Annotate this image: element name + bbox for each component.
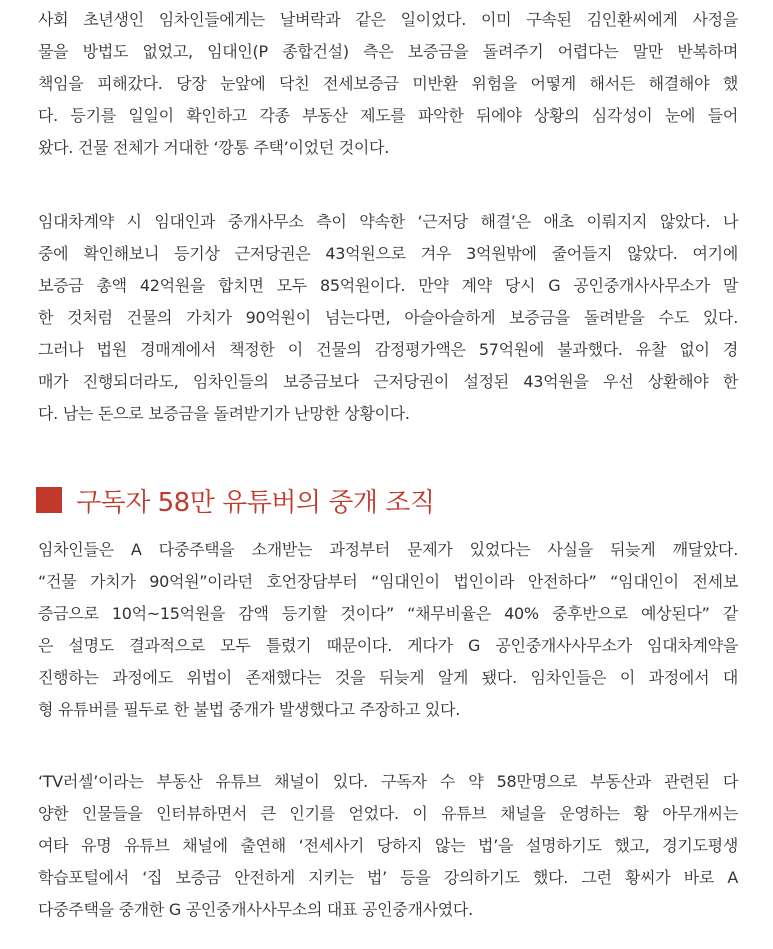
paragraph-line: 양한 인물들을 인터뷰하면서 큰 인기를 얻었다. 이 유튜브 채널을 운영하는 황 아무개씨는	[38, 804, 738, 823]
paragraph-line: 은 설명도 결과적으로 모두 틀렸기 때문이다. 게다가 G 공인중개사사무소가 임대차계약을	[38, 636, 738, 655]
paragraph-4	[38, 766, 738, 926]
paragraph-line: 형 유튜버를 필두로 한 불법 중개가 발생했다고 주장하고 있다.	[38, 700, 460, 719]
paragraph-2	[38, 206, 738, 430]
paragraph-line: 여타 유명 유튜브 채널에 출연해 ‘전세사기 당하지 않는 법’을 설명하기도 했고, 경기도평생	[38, 836, 738, 855]
paragraph-3	[38, 534, 738, 726]
paragraph-1	[38, 4, 738, 164]
paragraph-line: 한 것처럼 건물의 가치가 90억원이 넘는다면, 아슬아슬하게 보증금을 돌려받을 수도 있다.	[38, 308, 738, 327]
paragraph-line: 다. 남는 돈으로 보증금을 돌려받기가 난망한 상황이다.	[38, 404, 410, 423]
paragraph-line: 책임을 피해갔다. 당장 눈앞에 닥친 전세보증금 미반환 위험을 어떻게 해서든 해결해야 했	[38, 74, 738, 93]
paragraph-line: 그러나 법원 경매계에서 책정한 이 건물의 감정평가액은 57억원에 불과했다. 유찰 없이 경	[38, 340, 738, 359]
section-subheading	[36, 474, 435, 526]
paragraph-line: ‘TV러셀’이라는 부동산 유튜브 채널이 있다. 구독자 수 약 58만명으로 부동산과 관련된 다	[38, 772, 738, 791]
paragraph-line: 임차인들은 A 다중주택을 소개받는 과정부터 문제가 있었다는 사실을 뒤늦게 깨달았다.	[38, 540, 738, 559]
subheading-text: 구독자 58만 유튜버의 중개 조직	[76, 487, 435, 518]
paragraph-line: 물을 방법도 없었고, 임대인(P 종합건설) 측은 보증금을 돌려주기 어렵다는 말만 반복하며	[38, 42, 738, 61]
paragraph-line: 중에 확인해보니 등기상 근저당권은 43억원으로 겨우 3억원밖에 줄어들지 않았다. 여기에	[38, 244, 738, 263]
paragraph-line: “건물 가치가 90억원”이라던 호언장담부터 “임대인이 법인이라 안전하다” “임대인이 전세보	[38, 572, 738, 591]
square-bullet-icon	[36, 487, 62, 513]
paragraph-line: 보증금 총액 42억원을 합치면 모두 85억원이다. 만약 계약 당시 G 공인중개사사무소가 말	[38, 276, 738, 295]
paragraph-line: 학습포털에서 ‘집 보증금 안전하게 지키는 법’ 등을 강의하기도 했다. 그런 황씨가 바로 A	[38, 868, 738, 887]
paragraph-line: 임대차계약 시 임대인과 중개사무소 측이 약속한 ‘근저당 해결’은 애초 이뤄지지 않았다. 나	[38, 212, 738, 231]
paragraph-line: 사회 초년생인 임차인들에게는 날벼락과 같은 일이었다. 이미 구속된 김인환씨에게 사정을	[38, 10, 738, 29]
paragraph-line: 증금으로 10억~15억원을 감액 등기할 것이다” “채무비율은 40% 중후반으로 예상된다” 같	[38, 604, 738, 623]
paragraph-line: 진행하는 과정에도 위법이 존재했다는 것을 뒤늦게 알게 됐다. 임차인들은 이 과정에서 대	[38, 668, 738, 687]
paragraph-line: 매가 진행되더라도, 임차인들의 보증금보다 근저당권이 설정된 43억원을 우선 상환해야 한	[38, 372, 738, 391]
paragraph-line: 다중주택을 중개한 G 공인중개사사무소의 대표 공인중개사였다.	[38, 900, 473, 919]
paragraph-line: 다. 등기를 일일이 확인하고 각종 부동산 제도를 파악한 뒤에야 상황의 심각성이 눈에 들어	[38, 106, 738, 125]
paragraph-line: 왔다. 건물 전체가 거대한 ‘깡통 주택’이었던 것이다.	[38, 138, 389, 157]
